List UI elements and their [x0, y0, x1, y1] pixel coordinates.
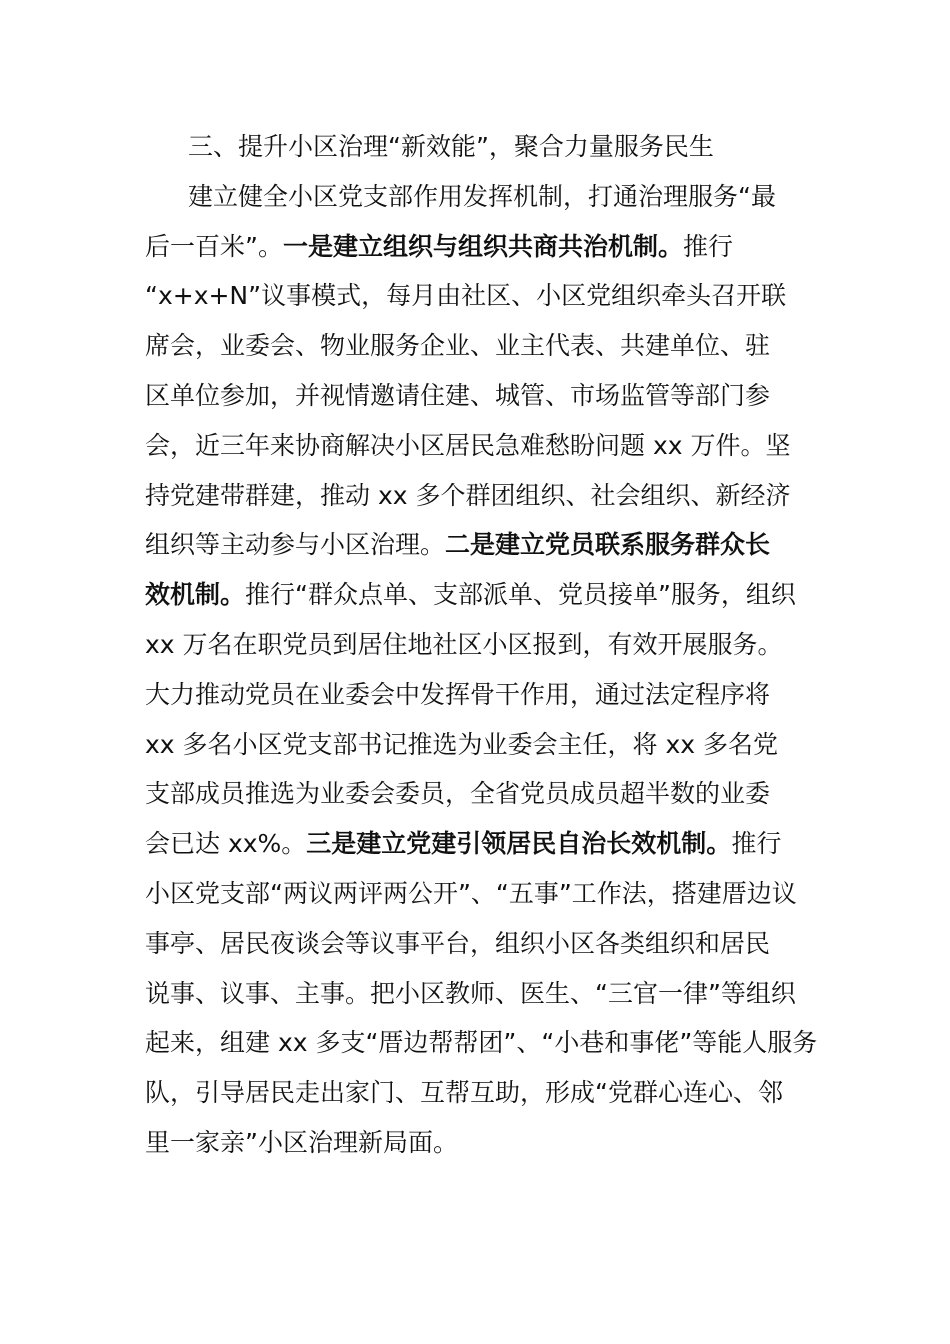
- text-run: 推行: [682, 231, 733, 261]
- text-run: 会已达 xx%。: [145, 829, 307, 859]
- text-line: 支部成员推选为业委会委员，全省党员成员超半数的业委: [145, 779, 771, 809]
- text-run: 组织等主动参与小区治理。: [145, 530, 446, 560]
- text-line: 事亭、居民夜谈会等议事平台，组织小区各类组织和居民: [145, 928, 771, 958]
- text-run: 推行: [731, 829, 782, 859]
- text-line: 大力推动党员在业委会中发挥骨干作用，通过法定程序将: [145, 679, 771, 709]
- text-line: [145, 819, 807, 869]
- text-line: 持党建带群建，推动 xx 多个群团组织、社会组织、新经济: [145, 480, 791, 510]
- text-line: “x+x+N”议事模式，每月由社区、小区党组织牵头召开联: [145, 281, 787, 311]
- bold-run: 一是建立组织与组织共商共治机制。: [282, 231, 683, 261]
- text-line: xx 万名在职党员到居住地社区小区报到，有效开展服务。: [145, 629, 783, 659]
- text-line: 席会，业委会、物业服务企业、业主代表、共建单位、驻: [145, 331, 771, 361]
- document-page: [145, 122, 818, 1168]
- text-run: 推行“群众点单、支部派单、党员接单”服务，组织: [245, 580, 796, 610]
- text-line: 小区党支部“两议两评两公开”、“五事”工作法，搭建厝边议: [145, 878, 797, 908]
- text-line: 起来，组建 xx 多支“厝边帮帮团”、“小巷和事佬”等能人服务: [145, 1028, 818, 1058]
- text-line: 里一家亲”小区治理新局面。: [145, 1127, 458, 1157]
- text-line: 建立健全小区党支部作用发挥机制，打通治理服务“最: [188, 181, 776, 211]
- text-line: 说事、议事、主事。把小区教师、医生、“三官一律”等组织: [145, 978, 796, 1008]
- text-line: [145, 520, 807, 570]
- text-run: 后一百米”。: [145, 231, 283, 261]
- text-line: 会，近三年来协商解决小区居民急难愁盼问题 xx 万件。坚: [145, 430, 791, 460]
- bold-run: 二是建立党员联系服务群众长: [445, 530, 771, 560]
- body-paragraph: [145, 172, 818, 1168]
- bold-run: 三是建立党建引领居民自治长效机制。: [306, 829, 732, 859]
- bold-run: 效机制。: [145, 580, 246, 610]
- text-line: 区单位参加，并视情邀请住建、城管、市场监管等部门参: [145, 380, 771, 410]
- text-line: 队，引导居民走出家门、互帮互助，形成“党群心连心、邻: [145, 1078, 783, 1108]
- text-line: xx 多名小区党支部书记推选为业委会主任，将 xx 多名党: [145, 729, 779, 759]
- text-line: [145, 570, 807, 620]
- text-line: [145, 222, 807, 272]
- section-heading: 三、提升小区治理“新效能”，聚合力量服务民生: [188, 132, 714, 161]
